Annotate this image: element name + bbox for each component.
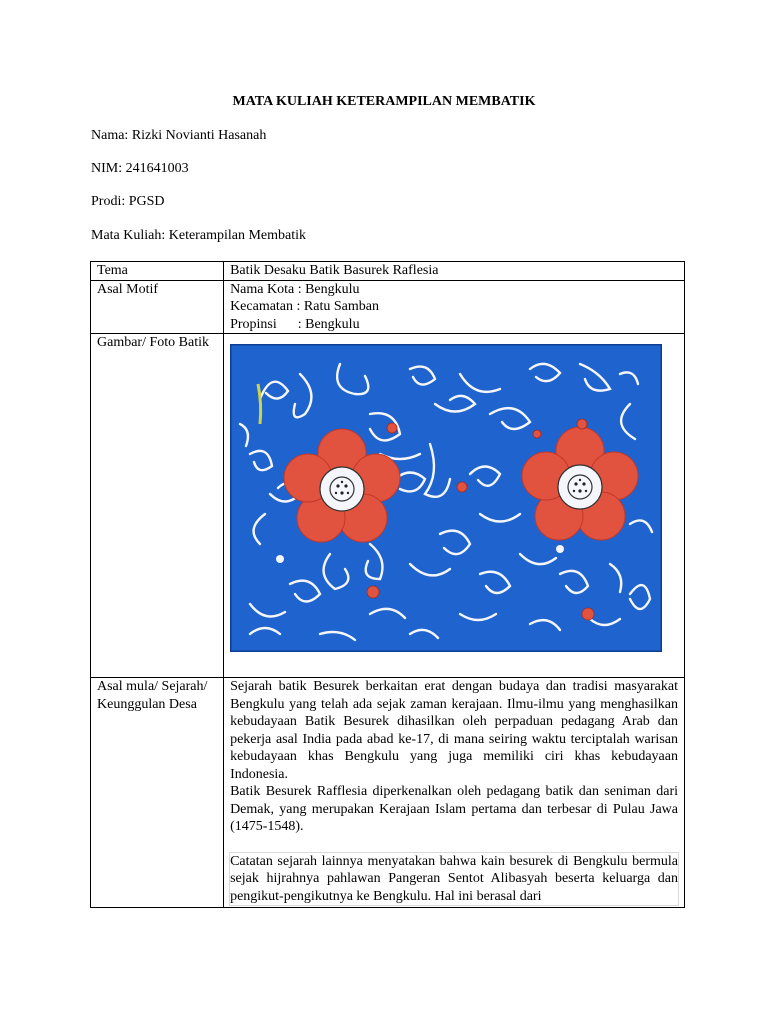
course-name: Mata Kuliah: Keterampilan Membatik [91, 228, 306, 243]
asal-motif-value [224, 280, 685, 334]
sejarah-paragraph-2: Batik Besurek Rafflesia diperkenalkan oleh pedagang batik dan seniman dari Demak, yang merupakan Kerajaan Islam pertama dan terbesar di Pulau Jawa (1475-1548). [230, 784, 678, 834]
asal-kecamatan: Kecamatan : Ratu Samban [230, 299, 379, 314]
asal-motif-label: Asal Motif [91, 280, 224, 334]
sejarah-label [91, 678, 224, 908]
asal-propinsi: Propinsi : Bengkulu [230, 316, 360, 332]
student-nim: NIM: 241641003 [91, 161, 189, 176]
tema-label: Tema [91, 262, 224, 281]
row-asal-motif [91, 280, 685, 334]
sejarah-paragraph-1: Sejarah batik Besurek berkaitan erat dengan budaya dan tradisi masyarakat Bengkulu yang telah ada sejak zaman kerajaan. Ilmu-ilmu yang menghasilkan kebudayaan Batik Besurek dihasilkan oleh perpaduan pedagang Arab dan pekerja asal India pada abad ke-17, di mana seiring waktu terciptalah warisan kebudayaan khas Bengkulu yang juga memiliki ciri khas kebudayaan Indonesia. [230, 679, 678, 782]
tema-value: Batik Desaku Batik Basurek Raflesia [224, 262, 685, 281]
gambar-label: Gambar/ Foto Batik [91, 334, 224, 678]
batik-info-table [90, 261, 685, 908]
student-name: Nama: Rizki Novianti Hasanah [91, 128, 267, 143]
batik-photo [230, 344, 662, 652]
sejarah-text [224, 678, 685, 908]
sejarah-label-line2: Keunggulan Desa [97, 696, 197, 712]
page-title: MATA KULIAH KETERAMPILAN MEMBATIK [232, 94, 536, 109]
row-tema [91, 262, 685, 281]
sejarah-label-line1: Asal mula/ Sejarah/ [97, 679, 208, 694]
row-sejarah [91, 678, 685, 908]
sejarah-paragraph-3: Catatan sejarah lainnya menyatakan bahwa kain besurek di Bengkulu bermula sejak hijrahnya pahlawan Pangeran Sentot Alibasyah beserta keluarga dan pengikut-pengikutnya ke Bengkulu. Hal ini berasal dari [230, 853, 678, 904]
row-gambar [91, 334, 685, 678]
asal-kota: Nama Kota : Bengkulu [230, 281, 360, 297]
gambar-cell [224, 334, 685, 678]
study-program: Prodi: PGSD [91, 194, 165, 209]
